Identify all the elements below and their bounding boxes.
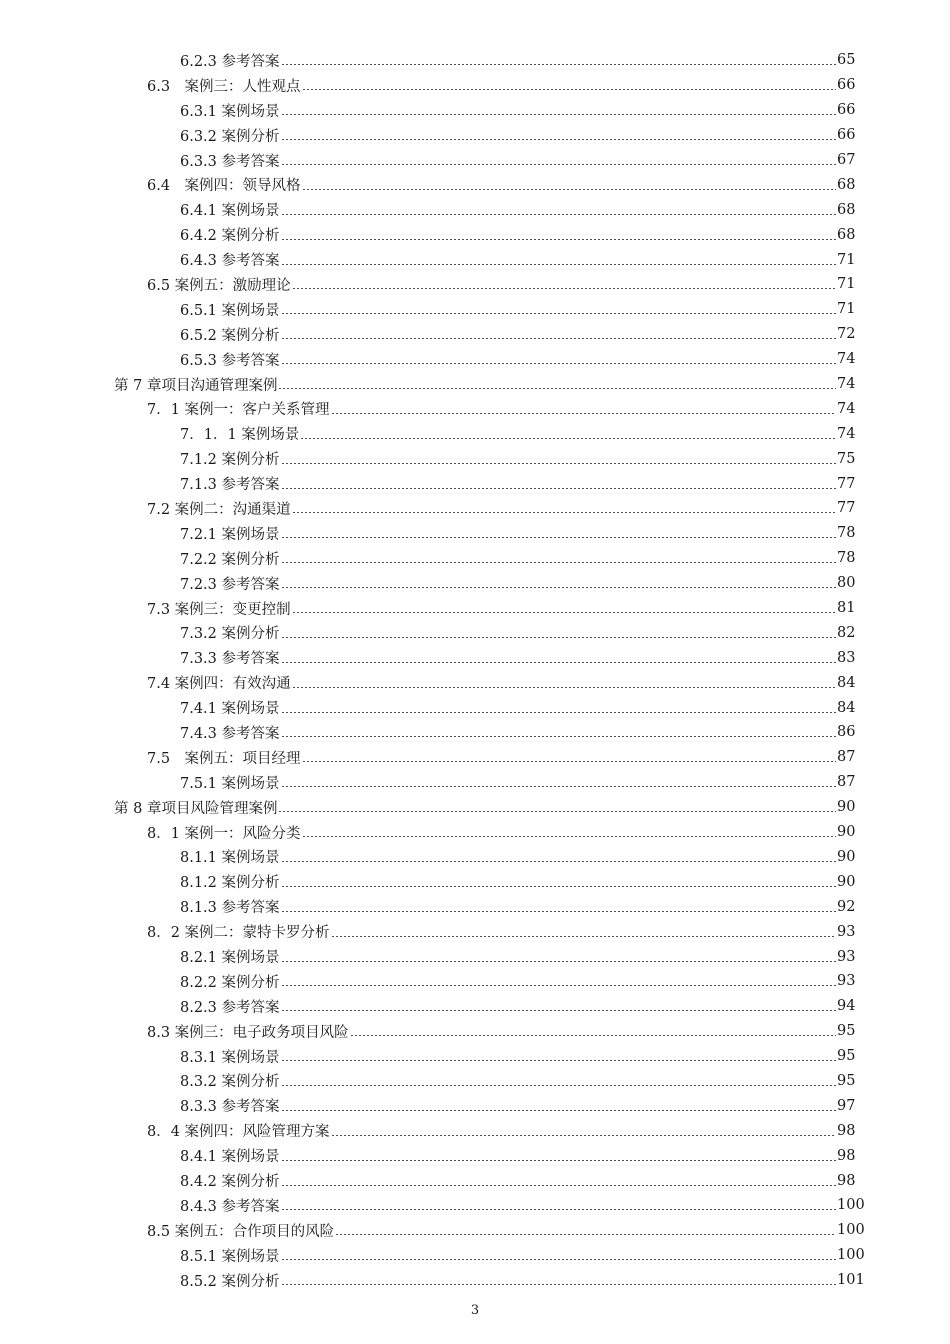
toc-entry-page-number: 74 bbox=[837, 351, 856, 368]
dot-leader bbox=[281, 1110, 836, 1111]
toc-entry[interactable] bbox=[0, 496, 950, 521]
toc-entry[interactable] bbox=[0, 770, 950, 795]
toc-entry-page-number: 77 bbox=[837, 475, 856, 492]
toc-entry-title: 7.3 案例三：变更控制 bbox=[147, 601, 291, 618]
toc-entry-page-number: 87 bbox=[837, 749, 856, 766]
toc-entry-page-number: 68 bbox=[837, 201, 856, 218]
toc-entry-page-cell bbox=[836, 152, 950, 168]
toc-entry-page-cell bbox=[836, 52, 950, 68]
toc-entry-title: 6.4.2 案例分析 bbox=[180, 228, 280, 245]
dot-leader bbox=[331, 1135, 836, 1136]
toc-entry-page-cell bbox=[836, 426, 950, 442]
toc-entry-page-cell bbox=[836, 202, 950, 218]
dot-leader bbox=[281, 1085, 836, 1086]
dot-leader bbox=[281, 214, 836, 215]
toc-entry[interactable] bbox=[0, 197, 950, 222]
toc-entry-title: 8.2.2 案例分析 bbox=[180, 974, 280, 991]
toc-entry-page-number: 81 bbox=[837, 600, 856, 617]
dot-leader bbox=[292, 687, 836, 688]
toc-entry[interactable] bbox=[0, 1218, 950, 1243]
table-of-contents bbox=[0, 48, 950, 1293]
toc-entry[interactable] bbox=[0, 48, 950, 73]
toc-entry[interactable] bbox=[0, 695, 950, 720]
toc-entry[interactable] bbox=[0, 994, 950, 1019]
toc-entry-page-number: 83 bbox=[837, 649, 856, 666]
toc-entry-page-cell bbox=[836, 1073, 950, 1089]
dot-leader bbox=[281, 736, 836, 737]
dot-leader bbox=[300, 438, 836, 439]
toc-entry-page-number: 93 bbox=[837, 973, 856, 990]
dot-leader bbox=[281, 363, 836, 364]
toc-entry-page-number: 95 bbox=[837, 1023, 856, 1040]
dot-leader bbox=[281, 911, 836, 912]
dot-leader bbox=[281, 886, 836, 887]
toc-entry-title: 6.4.1 案例场景 bbox=[180, 203, 280, 220]
dot-leader bbox=[281, 1209, 836, 1210]
toc-entry-title: 6.5.3 参考答案 bbox=[180, 352, 280, 369]
toc-entry-title: 7.2 案例二：沟通渠道 bbox=[147, 501, 291, 518]
toc-entry-page-number: 101 bbox=[837, 1272, 865, 1289]
toc-entry[interactable] bbox=[0, 795, 950, 820]
dot-leader bbox=[281, 1010, 836, 1011]
toc-entry-page-number: 78 bbox=[837, 550, 856, 567]
toc-entry-page-cell bbox=[836, 451, 950, 467]
toc-entry[interactable] bbox=[0, 421, 950, 446]
toc-entry-page-cell bbox=[836, 799, 950, 815]
toc-entry[interactable] bbox=[0, 148, 950, 173]
dot-leader bbox=[278, 388, 836, 389]
toc-entry-title: 6.4.3 参考答案 bbox=[180, 253, 280, 270]
toc-entry-title: 8.2.3 参考答案 bbox=[180, 999, 280, 1016]
toc-entry-page-cell bbox=[836, 700, 950, 716]
dot-leader bbox=[281, 786, 836, 787]
toc-entry-page-number: 94 bbox=[837, 998, 856, 1015]
toc-entry-title: 7.4 案例四：有效沟通 bbox=[147, 676, 291, 693]
toc-entry-page-cell bbox=[836, 351, 950, 367]
toc-entry[interactable] bbox=[0, 1044, 950, 1069]
dot-leader bbox=[331, 936, 836, 937]
toc-entry-title: 第 8 章项目风险管理案例 bbox=[114, 800, 278, 817]
toc-entry-title: 7.2.1 案例场景 bbox=[180, 526, 280, 543]
toc-entry-title: 6.3.2 案例分析 bbox=[180, 128, 280, 145]
toc-entry-page-cell bbox=[836, 252, 950, 268]
dot-leader bbox=[292, 612, 836, 613]
toc-entry-title: 6.5 案例五：激励理论 bbox=[147, 277, 291, 294]
toc-entry-title: 8.3.1 案例场景 bbox=[180, 1049, 280, 1066]
toc-entry-page-cell bbox=[836, 749, 950, 765]
toc-entry[interactable] bbox=[0, 1019, 950, 1044]
toc-entry-page-cell bbox=[836, 650, 950, 666]
toc-entry-page-number: 67 bbox=[837, 152, 856, 168]
toc-entry-page-cell bbox=[836, 1247, 950, 1263]
toc-entry-page-number: 66 bbox=[837, 127, 856, 144]
toc-entry-page-number: 84 bbox=[837, 674, 856, 691]
toc-entry-title: 6.3 案例三：人性观点 bbox=[147, 78, 301, 95]
toc-entry[interactable] bbox=[0, 1268, 950, 1293]
dot-leader bbox=[281, 64, 836, 65]
page-number: 3 bbox=[470, 1303, 480, 1318]
toc-entry-title: 8.1.2 案例分析 bbox=[180, 875, 280, 892]
toc-entry[interactable] bbox=[0, 1093, 950, 1118]
dot-leader bbox=[281, 662, 836, 663]
toc-entry-title: 7.4.3 参考答案 bbox=[180, 725, 280, 742]
toc-entry-title: 7.2.3 参考答案 bbox=[180, 576, 280, 593]
toc-entry-title: 8.3.2 案例分析 bbox=[180, 1074, 280, 1091]
dot-leader bbox=[335, 1234, 836, 1235]
toc-entry-page-cell bbox=[836, 600, 950, 616]
toc-entry-title: 8.4.1 案例场景 bbox=[180, 1149, 280, 1166]
toc-entry-title: 8.1.1 案例场景 bbox=[180, 850, 280, 867]
toc-entry[interactable] bbox=[0, 745, 950, 770]
dot-leader bbox=[281, 537, 836, 538]
dot-leader bbox=[292, 288, 836, 289]
toc-entry-page-number: 93 bbox=[837, 923, 856, 940]
toc-entry-page-number: 65 bbox=[837, 52, 856, 69]
dot-leader bbox=[350, 1035, 836, 1036]
toc-entry-page-number: 71 bbox=[837, 251, 856, 268]
dot-leader bbox=[281, 313, 836, 314]
toc-entry-page-number: 90 bbox=[837, 873, 856, 890]
toc-entry-title: 7.4.1 案例场景 bbox=[180, 701, 280, 718]
toc-entry-title: 6.3.1 案例场景 bbox=[180, 103, 280, 120]
toc-entry-page-number: 92 bbox=[837, 898, 856, 915]
dot-leader bbox=[281, 985, 836, 986]
toc-entry[interactable] bbox=[0, 98, 950, 123]
toc-entry[interactable] bbox=[0, 1069, 950, 1094]
dot-leader bbox=[281, 1160, 836, 1161]
toc-entry-page-cell bbox=[836, 301, 950, 317]
toc-entry-page-cell bbox=[836, 177, 950, 193]
toc-entry-title: 7．1．1 案例场景 bbox=[180, 427, 300, 444]
toc-entry[interactable] bbox=[0, 919, 950, 944]
toc-entry-page-number: 95 bbox=[837, 1072, 856, 1089]
toc-entry-page-number: 90 bbox=[837, 824, 856, 841]
dot-leader bbox=[281, 1185, 836, 1186]
toc-entry-title: 8．2 案例二：蒙特卡罗分析 bbox=[147, 925, 330, 942]
dot-leader bbox=[281, 338, 836, 339]
toc-entry-page-cell bbox=[836, 525, 950, 541]
toc-entry[interactable] bbox=[0, 820, 950, 845]
toc-entry-page-number: 98 bbox=[837, 1147, 856, 1164]
toc-entry-page-cell bbox=[836, 924, 950, 940]
toc-entry[interactable] bbox=[0, 1168, 950, 1193]
toc-entry-page-number: 74 bbox=[837, 376, 856, 393]
toc-entry-title: 6.3.3 参考答案 bbox=[180, 153, 280, 170]
toc-entry[interactable] bbox=[0, 172, 950, 197]
toc-entry-title: 6.2.3 参考答案 bbox=[180, 53, 280, 70]
dot-leader bbox=[278, 811, 836, 812]
toc-entry-page-cell bbox=[836, 550, 950, 566]
toc-entry[interactable] bbox=[0, 720, 950, 745]
toc-entry-page-cell bbox=[836, 326, 950, 342]
toc-entry[interactable] bbox=[0, 372, 950, 397]
toc-entry-page-cell bbox=[836, 127, 950, 143]
dot-leader bbox=[281, 587, 836, 588]
toc-entry-page-cell bbox=[836, 500, 950, 516]
toc-entry-page-cell bbox=[836, 1173, 950, 1189]
dot-leader bbox=[281, 164, 836, 165]
toc-entry-page-number: 87 bbox=[837, 774, 856, 791]
toc-entry-page-number: 100 bbox=[837, 1197, 865, 1214]
toc-entry[interactable] bbox=[0, 247, 950, 272]
toc-entry-page-number: 84 bbox=[837, 699, 856, 716]
toc-entry[interactable] bbox=[0, 1243, 950, 1268]
toc-entry-title: 7．1 案例一：客户关系管理 bbox=[147, 402, 330, 419]
toc-entry-page-number: 97 bbox=[837, 1097, 856, 1114]
toc-entry-page-cell bbox=[836, 849, 950, 865]
dot-leader bbox=[281, 139, 836, 140]
toc-entry[interactable] bbox=[0, 272, 950, 297]
toc-entry-title: 8.4.2 案例分析 bbox=[180, 1174, 280, 1191]
toc-entry-page-cell bbox=[836, 774, 950, 790]
toc-entry[interactable] bbox=[0, 546, 950, 571]
toc-entry-title: 7.3.3 参考答案 bbox=[180, 651, 280, 668]
toc-entry-page-cell bbox=[836, 276, 950, 292]
toc-entry-page-number: 71 bbox=[837, 301, 856, 318]
toc-entry-title: 6.5.2 案例分析 bbox=[180, 327, 280, 344]
dot-leader bbox=[281, 264, 836, 265]
toc-entry[interactable] bbox=[0, 1143, 950, 1168]
toc-entry-page-number: 98 bbox=[837, 1122, 856, 1139]
dot-leader bbox=[281, 562, 836, 563]
toc-entry-page-number: 100 bbox=[837, 1247, 865, 1264]
toc-entry-page-number: 80 bbox=[837, 575, 856, 592]
toc-entry-title: 6.4 案例四：领导风格 bbox=[147, 178, 301, 195]
toc-entry[interactable] bbox=[0, 521, 950, 546]
toc-entry-page-cell bbox=[836, 1098, 950, 1114]
toc-entry-page-cell bbox=[836, 973, 950, 989]
toc-entry-page-cell bbox=[836, 1048, 950, 1064]
dot-leader bbox=[281, 1259, 836, 1260]
toc-entry[interactable] bbox=[0, 322, 950, 347]
toc-entry-page-number: 75 bbox=[837, 450, 856, 467]
toc-entry[interactable] bbox=[0, 894, 950, 919]
toc-entry-title: 7.1.2 案例分析 bbox=[180, 452, 280, 469]
toc-entry[interactable] bbox=[0, 297, 950, 322]
toc-entry-page-number: 74 bbox=[837, 400, 856, 417]
toc-entry[interactable] bbox=[0, 1118, 950, 1143]
toc-entry-page-cell bbox=[836, 401, 950, 417]
toc-entry-title: 第 7 章项目沟通管理案例 bbox=[114, 377, 278, 394]
toc-entry-title: 8.3.3 参考答案 bbox=[180, 1099, 280, 1116]
toc-entry[interactable] bbox=[0, 596, 950, 621]
toc-entry[interactable] bbox=[0, 645, 950, 670]
toc-entry-page-cell bbox=[836, 1123, 950, 1139]
dot-leader bbox=[281, 961, 836, 962]
toc-entry-title: 8.2.1 案例场景 bbox=[180, 950, 280, 966]
dot-leader bbox=[281, 1060, 836, 1061]
toc-entry-page-cell bbox=[836, 724, 950, 740]
toc-entry-page-number: 86 bbox=[837, 724, 856, 741]
toc-entry-page-cell bbox=[836, 102, 950, 118]
toc-entry-page-cell bbox=[836, 376, 950, 392]
toc-entry-title: 7.3.2 案例分析 bbox=[180, 626, 280, 643]
dot-leader bbox=[281, 114, 836, 115]
toc-entry-page-number: 72 bbox=[837, 326, 856, 343]
toc-entry-page-cell bbox=[836, 1197, 950, 1213]
toc-entry-title: 7.5.1 案例场景 bbox=[180, 775, 280, 792]
dot-leader bbox=[302, 761, 836, 762]
toc-entry-page-cell bbox=[836, 1023, 950, 1039]
toc-entry-page-cell bbox=[836, 675, 950, 691]
toc-entry-page-cell bbox=[836, 899, 950, 915]
toc-entry-page-cell bbox=[836, 949, 950, 965]
toc-entry-page-number: 77 bbox=[837, 500, 856, 517]
toc-entry[interactable] bbox=[0, 571, 950, 596]
toc-entry-page-number: 71 bbox=[837, 276, 856, 293]
toc-entry-title: 8．4 案例四：风险管理方案 bbox=[147, 1124, 330, 1141]
toc-entry-title: 6.5.1 案例场景 bbox=[180, 302, 280, 319]
toc-entry-page-cell bbox=[836, 1148, 950, 1164]
toc-entry-page-number: 98 bbox=[837, 1172, 856, 1189]
toc-entry[interactable] bbox=[0, 670, 950, 695]
toc-entry[interactable] bbox=[0, 1193, 950, 1218]
dot-leader bbox=[281, 861, 836, 862]
toc-entry-page-cell bbox=[836, 874, 950, 890]
dot-leader bbox=[281, 637, 836, 638]
toc-entry-page-number: 68 bbox=[837, 176, 856, 193]
toc-entry-title: 8．1 案例一：风险分类 bbox=[147, 825, 301, 842]
toc-entry[interactable] bbox=[0, 446, 950, 471]
toc-entry-title: 8.5 案例五：合作项目的风险 bbox=[147, 1223, 335, 1240]
toc-entry-page-number: 68 bbox=[837, 226, 856, 243]
dot-leader bbox=[281, 463, 836, 464]
dot-leader bbox=[281, 488, 836, 489]
toc-entry-title: 8.1.3 参考答案 bbox=[180, 900, 280, 917]
toc-entry-page-number: 78 bbox=[837, 525, 856, 542]
toc-entry-title: 8.4.3 参考答案 bbox=[180, 1198, 280, 1215]
dot-leader bbox=[302, 189, 836, 190]
toc-entry-page-cell bbox=[836, 1272, 950, 1288]
toc-entry-title: 7.1.3 参考答案 bbox=[180, 477, 280, 494]
toc-entry-page-cell bbox=[836, 227, 950, 243]
dot-leader bbox=[281, 239, 836, 240]
toc-entry[interactable] bbox=[0, 123, 950, 148]
toc-entry-page-number: 100 bbox=[837, 1222, 865, 1239]
toc-entry-title: 8.5.1 案例场景 bbox=[180, 1248, 280, 1265]
toc-entry-page-cell bbox=[836, 575, 950, 591]
toc-entry[interactable] bbox=[0, 471, 950, 496]
toc-entry-page-number: 90 bbox=[837, 799, 856, 816]
toc-entry[interactable] bbox=[0, 222, 950, 247]
toc-entry[interactable] bbox=[0, 969, 950, 994]
dot-leader bbox=[292, 512, 836, 513]
dot-leader bbox=[302, 89, 836, 90]
toc-entry[interactable] bbox=[0, 845, 950, 870]
toc-entry-page-cell bbox=[836, 824, 950, 840]
toc-entry-title: 8.3 案例三：电子政务项目风险 bbox=[147, 1024, 349, 1041]
toc-entry-page-number: 93 bbox=[837, 948, 856, 965]
toc-entry-page-number: 74 bbox=[837, 425, 856, 442]
toc-entry-page-number: 66 bbox=[837, 102, 856, 119]
toc-entry-page-number: 82 bbox=[837, 624, 856, 641]
toc-entry-title: 7.5 案例五：项目经理 bbox=[147, 750, 301, 767]
toc-entry[interactable] bbox=[0, 620, 950, 645]
toc-entry-page-number: 90 bbox=[837, 848, 856, 865]
dot-leader bbox=[331, 413, 836, 414]
toc-entry-page-cell bbox=[836, 476, 950, 492]
toc-entry[interactable] bbox=[0, 396, 950, 421]
toc-entry-page-cell bbox=[836, 1222, 950, 1238]
toc-entry-page-number: 95 bbox=[837, 1048, 856, 1065]
toc-entry-title: 8.5.2 案例分析 bbox=[180, 1273, 280, 1290]
toc-entry-page-cell bbox=[836, 77, 950, 93]
dot-leader bbox=[302, 836, 836, 837]
dot-leader bbox=[281, 1284, 836, 1285]
toc-entry[interactable] bbox=[0, 944, 950, 969]
toc-entry-page-cell bbox=[836, 998, 950, 1014]
toc-entry[interactable] bbox=[0, 869, 950, 894]
toc-entry-page-number: 66 bbox=[837, 77, 856, 94]
toc-entry-page-cell bbox=[836, 625, 950, 641]
toc-entry[interactable] bbox=[0, 73, 950, 98]
toc-entry-title: 7.2.2 案例分析 bbox=[180, 551, 280, 568]
toc-entry[interactable] bbox=[0, 347, 950, 372]
dot-leader bbox=[281, 712, 836, 713]
